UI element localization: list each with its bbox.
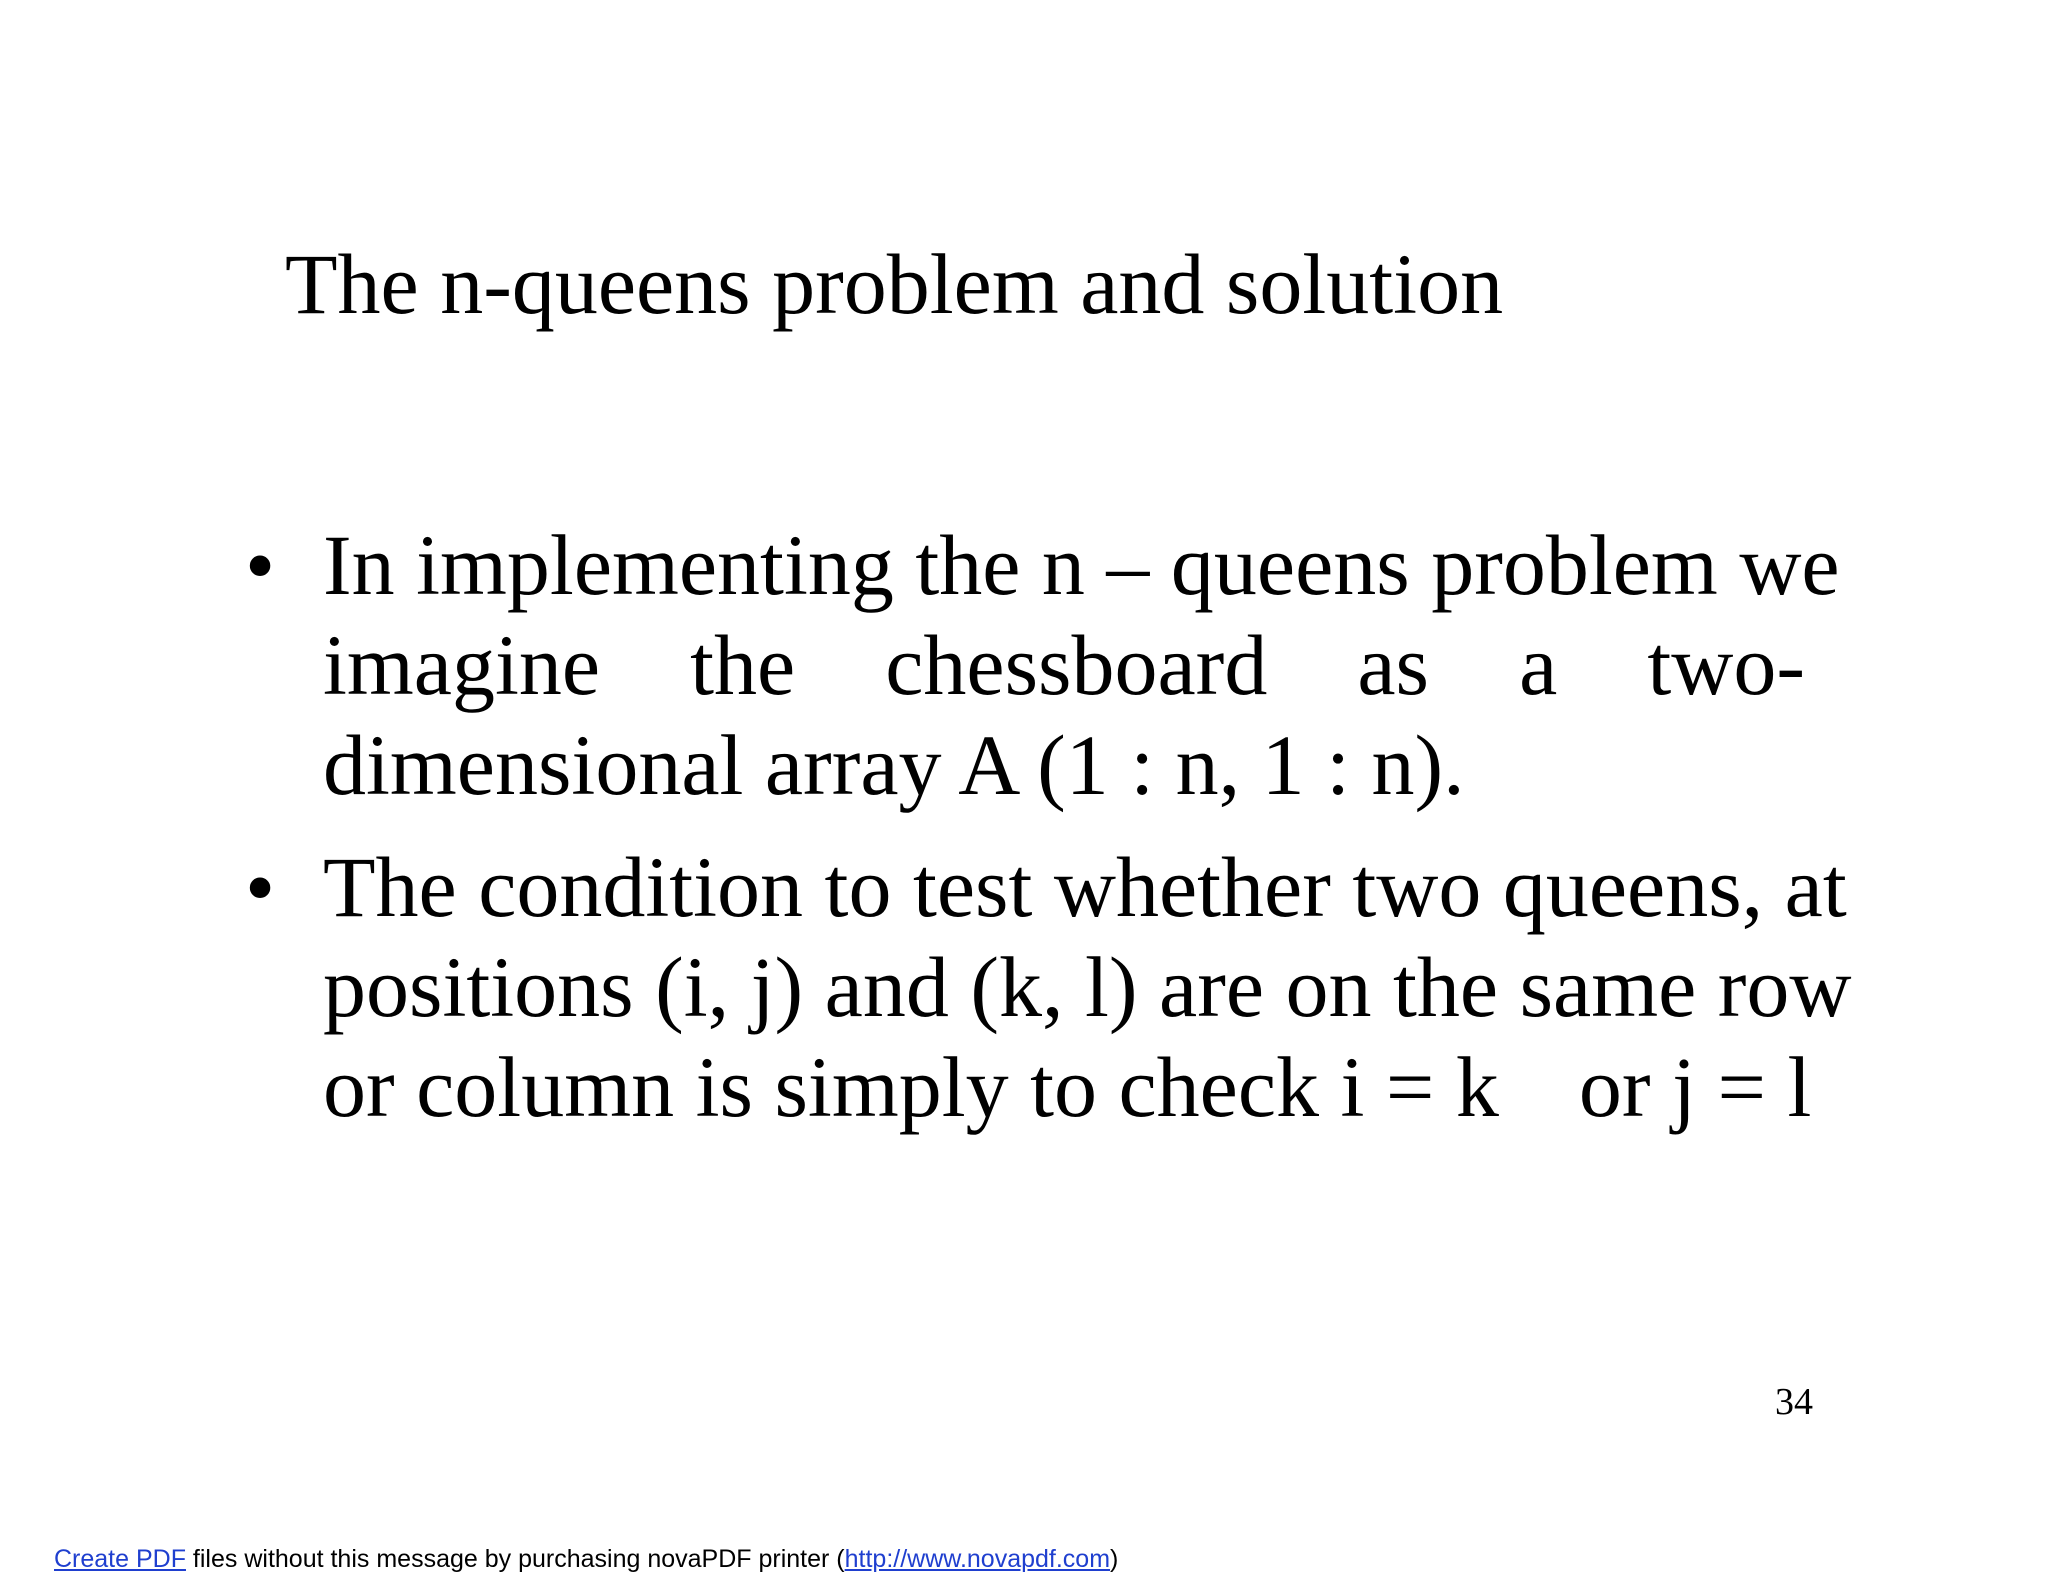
bullet-item xyxy=(245,515,1840,815)
line-part: or column is simply to check i = k xyxy=(323,1039,1499,1135)
bullet-dot-icon: • xyxy=(245,839,276,935)
bullet-line: In implementing the n – queens problem we xyxy=(323,517,1840,613)
footer-text: files without this message by purchasing novaPDF printer ( xyxy=(185,1545,845,1573)
bullet-line: positions (i, j) and (k, l) are on the same row xyxy=(323,939,1852,1035)
bullet-line-justified xyxy=(323,615,1805,715)
line-part: or j = l xyxy=(1578,1039,1812,1135)
bullet-line: dimensional array A (1 : n, 1 : n). xyxy=(323,717,1465,813)
bullet-list xyxy=(245,515,1852,1159)
footer-closing: ) xyxy=(1110,1545,1119,1573)
page-number: 34 xyxy=(1775,1381,1813,1423)
bullet-line: The condition to test whether two queens, at xyxy=(323,839,1847,935)
footer-message xyxy=(54,1544,1118,1574)
bullet-item xyxy=(245,837,1852,1137)
bullet-line xyxy=(323,1037,1812,1137)
word: imagine xyxy=(323,617,601,713)
word: the xyxy=(690,617,796,713)
word: a xyxy=(1519,617,1558,713)
word: as xyxy=(1357,617,1430,713)
word: two- xyxy=(1647,617,1805,713)
bullet-dot-icon: • xyxy=(245,517,276,613)
slide-title: The n-queens problem and solution xyxy=(285,236,1504,332)
create-pdf-link[interactable]: Create PDF xyxy=(54,1545,186,1573)
word: chessboard xyxy=(885,617,1268,713)
novapdf-url-link[interactable]: http://www.novapdf.com xyxy=(844,1545,1111,1573)
